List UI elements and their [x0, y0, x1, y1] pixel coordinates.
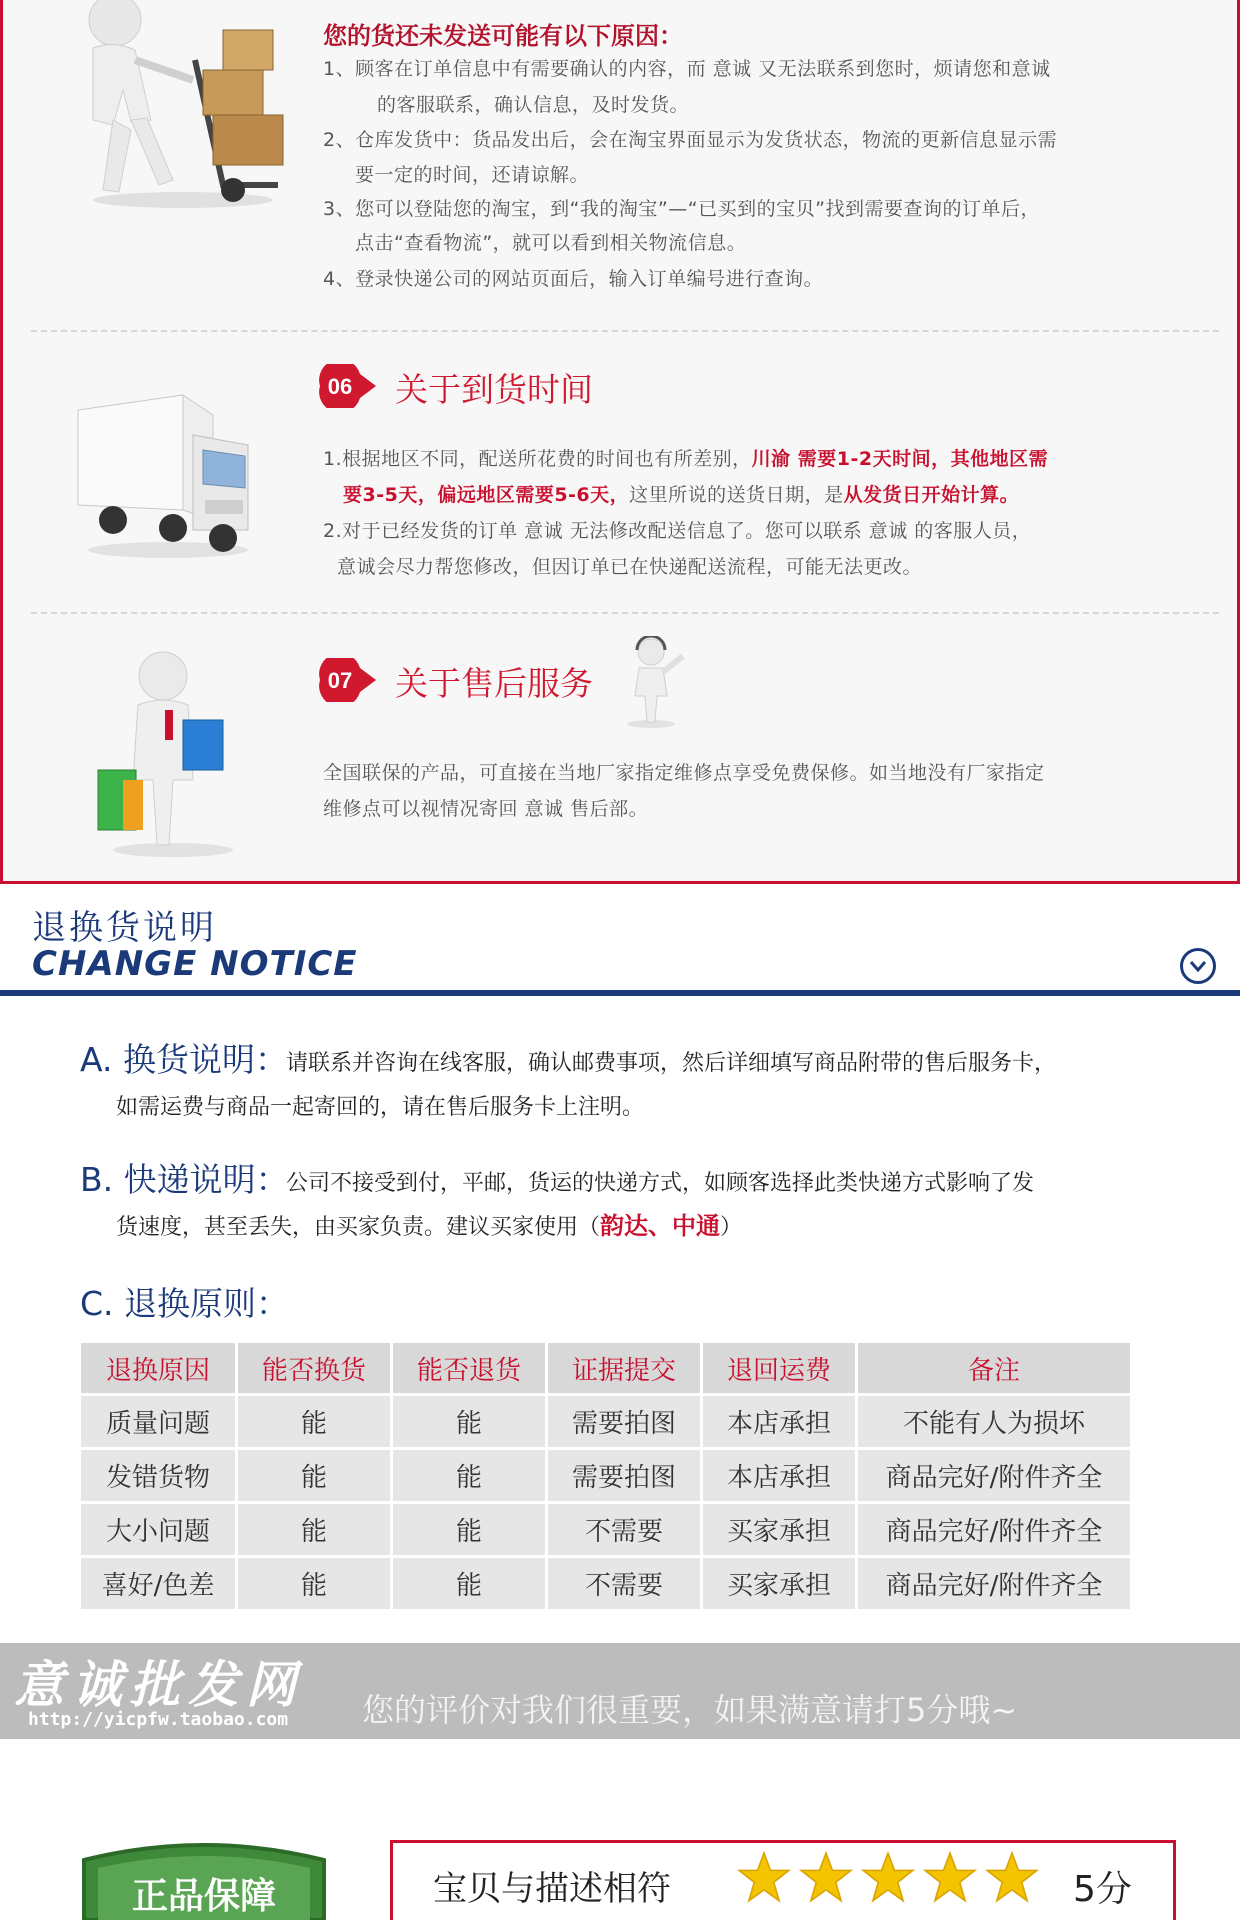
arrival-time-title: 关于到货时间: [395, 370, 593, 409]
table-cell: 不需要: [548, 1558, 700, 1609]
table-cell: 能: [393, 1450, 545, 1501]
table-cell: 商品完好/附件齐全: [858, 1558, 1130, 1609]
shopper-bags-illustration: [93, 650, 253, 860]
table-cell: 本店承担: [703, 1450, 855, 1501]
store-url[interactable]: http://yicpfw.taobao.com: [28, 1709, 289, 1730]
arrival-line: 意诚会尽力帮您修改，但因订单已在快递配送流程，可能无法更改。: [337, 556, 923, 578]
reason-line: 3、您可以登陆您的淘宝，到“我的淘宝”—“已买到的宝贝”找到需要查询的订单后，: [323, 198, 1040, 220]
after-sales-title: 关于售后服务: [395, 664, 593, 703]
table-cell: 不需要: [548, 1504, 700, 1555]
table-cell: 能: [393, 1504, 545, 1555]
notice-b-text: 公司不接受到付，平邮，货运的快递方式，如顾客选择此类快递方式影响了发: [286, 1171, 1035, 1196]
reason-line: 2、仓库发货中：货品发出后，会在淘宝界面显示为发货状态，物流的更新信息显示需: [323, 129, 1058, 151]
arrival-line: 1.根据地区不同，配送所花费的时间也有所差别，川渝 需要1-2天时间，其他地区需: [323, 448, 1049, 470]
arrival-line: 2.对于已经发货的订单 意诚 无法修改配送信息了。您可以联系 意诚 的客服人员，: [323, 520, 1032, 542]
rating-label: 宝贝与描述相符: [433, 1869, 671, 1909]
support-agent-icon: [611, 636, 691, 728]
reason-line: 点击“查看物流”，就可以看到相关物流信息。: [355, 232, 747, 254]
table-header-cell: 能否退货: [393, 1343, 545, 1393]
change-notice-title-cn: 退换货说明: [32, 908, 217, 948]
reason-line: 1、顾客在订单信息中有需要确认的内容，而 意诚 又无法联系到您时，烦请您和意诚: [323, 58, 1051, 80]
table-cell: 买家承担: [703, 1558, 855, 1609]
after-sales-line: 维修点可以视情况寄回 意诚 售后部。: [323, 798, 649, 820]
table-header-cell: 退换原因: [81, 1343, 235, 1393]
table-cell: 能: [393, 1558, 545, 1609]
table-cell: 需要拍图: [548, 1450, 700, 1501]
table-cell: 买家承担: [703, 1504, 855, 1555]
table-cell: 商品完好/附件齐全: [858, 1450, 1130, 1501]
table-cell: 能: [393, 1396, 545, 1447]
after-sales-line: 全国联保的产品，可直接在当地厂家指定维修点享受免费保修。如当地没有厂家指定: [323, 762, 1045, 784]
store-brand-logo: 意诚批发网: [14, 1655, 304, 1714]
reason-line: 要一定的时间，还请谅解。: [355, 164, 590, 186]
table-cell: 发错货物: [81, 1450, 235, 1501]
notice-c-heading: C. 退换原则：: [80, 1284, 290, 1323]
badge-number: 06: [327, 374, 353, 399]
section-badge-07: [318, 658, 378, 702]
table-cell: 商品完好/附件齐全: [858, 1504, 1130, 1555]
return-policy-table: [78, 1340, 1133, 1612]
chevron-down-icon[interactable]: [1180, 948, 1216, 984]
change-notice-title-en: CHANGE NOTICE: [32, 944, 358, 984]
info-panel: [0, 0, 1240, 884]
star-icon[interactable]: [985, 1851, 1039, 1905]
star-icon[interactable]: [737, 1851, 791, 1905]
table-cell: 喜好/色差: [81, 1558, 235, 1609]
delivery-truck-illustration: [73, 390, 253, 560]
shield-label: 正品保障: [131, 1876, 277, 1917]
table-cell: 需要拍图: [548, 1396, 700, 1447]
reason-line: 的客服联系，确认信息，及时发货。: [377, 94, 690, 116]
star-icon[interactable]: [861, 1851, 915, 1905]
table-row: [81, 1450, 1130, 1501]
table-cell: 能: [238, 1504, 390, 1555]
table-row: [81, 1558, 1130, 1609]
rating-score: 5分: [1073, 1869, 1132, 1910]
store-banner: [0, 1643, 1240, 1739]
table-header-cell: 能否换货: [238, 1343, 390, 1393]
section-divider: [31, 612, 1219, 614]
table-row: [81, 1396, 1130, 1447]
notice-a-text: 如需运费与商品一起寄回的，请在售后服务卡上注明。: [116, 1095, 645, 1120]
table-cell: 能: [238, 1558, 390, 1609]
rating-box: [390, 1840, 1176, 1920]
star-icon[interactable]: [923, 1851, 977, 1905]
star-icon[interactable]: [799, 1851, 853, 1905]
table-row: [81, 1504, 1130, 1555]
section-rule: [0, 990, 1240, 996]
section-divider: [31, 330, 1219, 332]
notice-a-heading: A. 换货说明：: [80, 1040, 288, 1079]
table-header-cell: 退回运费: [703, 1343, 855, 1393]
table-header-cell: 证据提交: [548, 1343, 700, 1393]
table-cell: 能: [238, 1396, 390, 1447]
table-cell: 质量问题: [81, 1396, 235, 1447]
rating-request-message: 您的评价对我们很重要，如果满意请打5分哦~: [362, 1691, 1018, 1729]
table-cell: 能: [238, 1450, 390, 1501]
section-badge-06: [318, 364, 378, 408]
table-header-cell: 备注: [858, 1343, 1130, 1393]
badge-number: 07: [327, 668, 353, 693]
arrival-line: 要3-5天，偏远地区需要5-6天，这里所说的送货日期，是从发货日开始计算。: [343, 484, 1020, 506]
reason-line: 4、登录快递公司的网站页面后，输入订单编号进行查询。: [323, 268, 824, 290]
shipping-reasons-title: 您的货还未发送可能有以下原因：: [323, 22, 683, 50]
table-header-row: [81, 1343, 1130, 1393]
notice-a-text: 请联系并咨询在线客服，确认邮费事项，然后详细填写商品附带的售后服务卡，: [286, 1051, 1057, 1076]
genuine-guarantee-shield-icon: [64, 1836, 344, 1920]
notice-b-text: 货速度，甚至丢失，由买家负责。建议买家使用（韵达、中通）: [116, 1212, 743, 1240]
table-cell: 大小问题: [81, 1504, 235, 1555]
table-cell: 本店承担: [703, 1396, 855, 1447]
table-cell: 不能有人为损坏: [858, 1396, 1130, 1447]
notice-b-heading: B. 快递说明：: [80, 1160, 289, 1199]
delivery-cart-illustration: [73, 0, 293, 210]
